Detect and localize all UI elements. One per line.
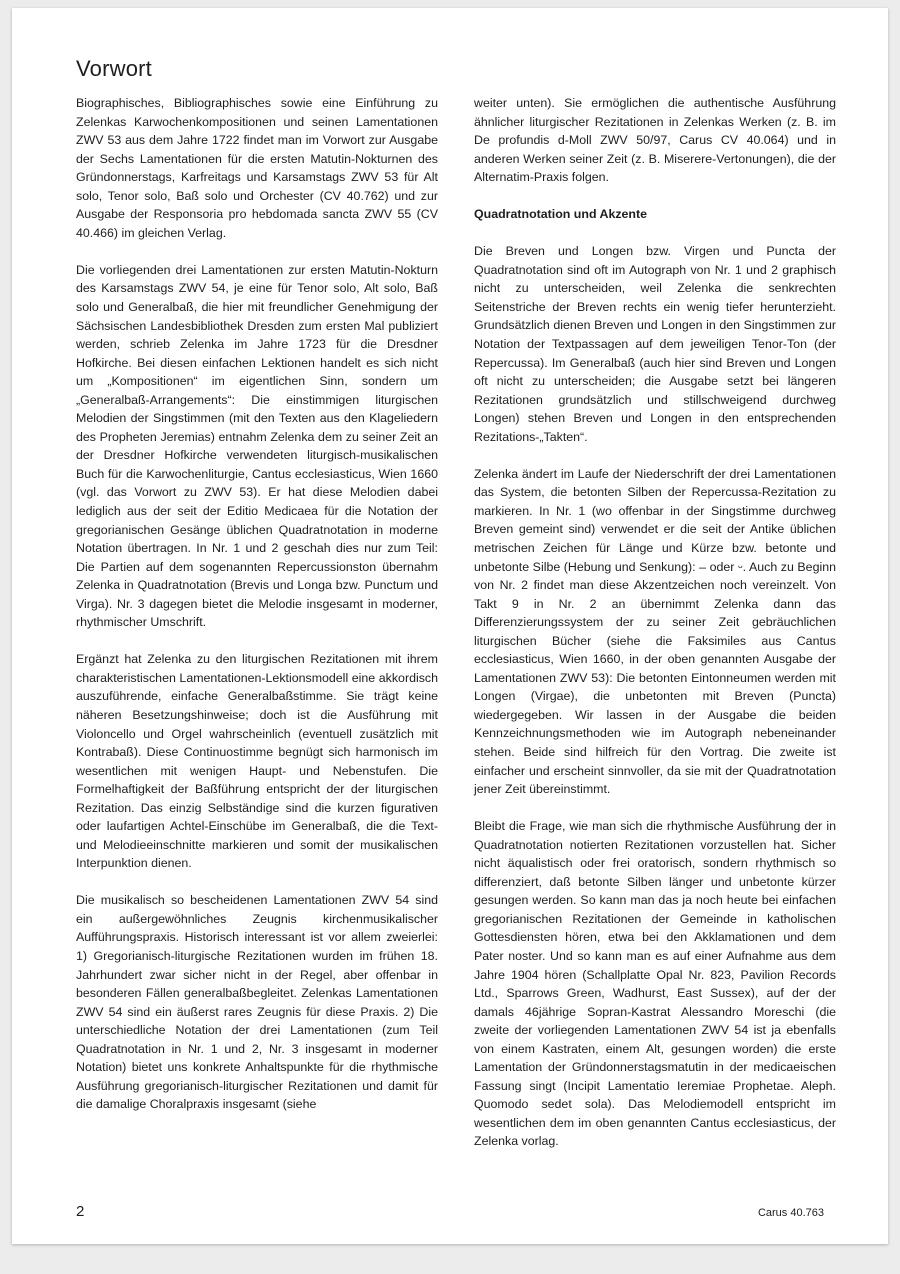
section-heading: Quadratnotation und Akzente [474,207,648,222]
document-page [12,8,888,1244]
paragraph: Zelenka ändert im Laufe der Niederschrift der drei Lamentationen das System, die betonten Silben der Repercussa-Rezitation zu markieren. In Nr. 1 (wo offenbar in der Singstimme durchweg Breven gemeint sind) verwendet er die seit der Antike üblichen metrischen Zeichen für Länge und Kürze bzw. betonte und unbetonte Silbe (Hebung und Senkung): – oder ᵕ. Auch zu Beginn von Nr. 2 findet man diese Akzentzeichen noch vereinzelt. Von Takt 9 in Nr. 2 an übernimmt Zelenka dann das Differenzierungssystem der zu seiner Zeit gebräuchlichen liturgischen Bücher (siehe die Faksimiles aus Cantus ecclesiasticus, Wien 1660, in der oben genannten Ausgabe der Lamentationen ZWV 53): Die betonten Eintonneumen werden mit Longen (Virgae), die unbetonten mit Breven (Puncta) wiedergegeben. Wir lassen in der Ausgabe die beiden Kennzeichnungsmethoden wie im Autograph nebeneinander stehen. Beide sind hilfreich für den Vortrag. Die zweite ist einfacher und erscheint sinnvoller, da sie mit der Quadratnotation jener Zeit übereinstimmt. [474,466,836,797]
paragraph: weiter unten). Sie ermöglichen die authentische Ausführung ähnlicher liturgischer Rezitationen in Zelenkas Werken (z. B. im De profundis d-Moll ZWV 50/97, Carus CV 40.064) und in anderen Werken seiner Zeit (z. B. Miserere-Vertonungen), die der Alternatim-Praxis folgen. [474,96,836,185]
paragraph: Biographisches, Bibliographisches sowie eine Einführung zu Zelenkas Karwochenkompositionen und seinen Lamentationen ZWV 53 aus dem Jahre 1722 findet man im Vorwort zur Ausgabe der Sechs Lamentationen für die ersten Matutin-Nokturnen des Gründonnerstags, Karfreitags und Karsamstags ZWV 53 für Alt solo, Tenor solo, Baß solo und Orchester (CV 40.762) und zur Ausgabe der Responsoria pro hebdomada sancta ZWV 55 (CV 40.466) im gleichen Verlag. [76,96,438,240]
paragraph: Bleibt die Frage, wie man sich die rhythmische Ausführung der in Quadratnotation notierten Rezitationen vorzustellen hat. Sicher nicht äqualistisch oder frei oratorisch, sondern rhythmisch so differenziert, daß betonte Silben länger und unbetonte kürzer gesungen werden. So kann man das ja noch heute bei einfachen gregorianischen Rezitationen der Gemeinde in katholischen Gottesdiensten hören, etwa bei den Akklamationen und dem Pater noster. Und so kann man es auf einer Aufnahme aus dem Jahre 1904 hören (Schallplatte Opal Nr. 823, Pavilion Records Ltd., Sparrows Green, Wadhurst, East Sussex), auf der der damals 46jährige Sopran-Kastrat Alessandro Moreschi (die zweite der vorliegenden Lamentationen ZWV 54 ist ja ebenfalls von einem Kastraten, einem Alt, gesungen worden) die erste Lamentation der Gründonnerstagsmatutin in der medicaeischen Fassung singt (Incipit Lamentatio Ieremiae Prophetae. Aleph. Quomodo sedet sola). Das Melodiemodell entspricht im wesentlichen dem im oben genannten Cantus ecclesiasticus, der Zelenka vorlag. [474,819,836,1149]
page-title: Vorwort [76,56,152,81]
paragraph: Die vorliegenden drei Lamentationen zur ersten Matutin-Nokturn des Karsamstags ZWV 54, je eine für Tenor solo, Alt solo, Baß solo und Generalbaß, die hier mit freundlicher Genehmigung der Sächsischen Landesbibliothek Dresden zum ersten Mal publiziert werden, schrieb Zelenka im Jahre 1723 für die Dresdner Hofkirche. Bei diesen einfachen Lektionen handelt es sich nicht um „Kompositionen“ im eigentlichen Sinn, sondern um „Generalbaß-Arrangements“: Die einstimmigen liturgischen Melodien der Singstimmen (mit den Texten aus den Klageliedern des Propheten Jeremias) entnahm Zelenka dem zu seiner Zeit an der Dresdner Hofkirche verwendeten liturgisch-musikalischen Buch für die Karwochenliturgie, Cantus ecclesiasticus, Wien 1660 (vgl. das Vorwort zu ZWV 53). Er hat diese Melodien dabei lediglich aus der seit der Editio Medicaea für die Notation der gregorianischen Gesänge üblichen Quadratnotation in moderne Notation übertragen. In Nr. 1 und 2 geschah dies nur zum Teil: Die Partien auf dem sogenannten Repercussionston übernahm Zelenka in Quadratnotation (Brevis und Longa bzw. Punctum und Virga). Nr. 3 dagegen bietet die Melodie insgesamt in moderner, rhythmischer Umschrift. [76,262,438,630]
page-number: 2 [76,1203,85,1220]
catalog-number: Carus 40.763 [757,1207,824,1219]
paragraph: Ergänzt hat Zelenka zu den liturgischen Rezitationen mit ihrem charakteristischen Lamentationen-Lektionsmodell eine akkordisch auszuführende, einfache Generalbaßstimme. Sie trägt keine näheren Besetzungshinweise; doch ist die Ausführung mit Violoncello und Orgel wahrscheinlich (eventuell zusätzlich mit Kontrabaß). Diese Continuostimme begnügt sich harmonisch im wesentlichen mit wenigen Haupt- und Nebenstufen. Die Formelhaftigkeit der Baßführung entspricht der der liturgischen Rezitation. Das einzig Selbständige sind die kurzen figurativen oder laufartigen Achtel-Einschübe im Generalbaß, die die Text- und Melodieeinschnitte markieren und somit der musikalischen Interpunktion dienen. [76,652,438,871]
paragraph: Die musikalisch so bescheidenen Lamentationen ZWV 54 sind ein außergewöhnliches Zeugnis kirchenmusikalischer Aufführungspraxis. Historisch interessant ist vor allem zweierlei: 1) Gregorianisch-liturgische Rezitationen wurden im frühen 18. Jahrhundert zwar sicher nicht in der Regel, aber offenbar in besonderen Fällen generalbaßbegleitet. Zelenkas Lamentationen ZWV 54 sind ein äußerst rares Zeugnis für diese Praxis. 2) Die unterschiedliche Notation der drei Lamentationen (zum Teil Quadratnotation in Nr. 1 und 2, Nr. 3 insgesamt in moderner Notation) bietet uns konkrete Anhaltspunkte für die rhythmische Ausführung gregorianisch-liturgischer Rezitationen und damit für die damalige Choralpraxis insgesamt (siehe [76,893,438,1112]
left-column [76,94,438,1132]
right-column [474,94,836,1169]
paragraph: Die Breven und Longen bzw. Virgen und Puncta der Quadratnotation sind oft im Autograph von Nr. 1 und 2 graphisch nicht zu unterscheiden, weil Zelenka die senkrechten Seitenstriche der Breven rechts ein wenig tiefer herunterzieht. Grundsätzlich dienen Breven und Longen in den Singstimmen zur Notation der Textpassagen auf dem jeweiligen Tenor-Ton (der Repercussa). Im Generalbaß (auch hier sind Breven und Longen oft nicht zu unterscheiden; die Ausgabe setzt bei längeren Rezitationen grundsätzlich und stillschweigend durchweg Longen) stehen Breven und Longen in den entsprechenden Rezitations-„Takten“. [474,244,836,444]
